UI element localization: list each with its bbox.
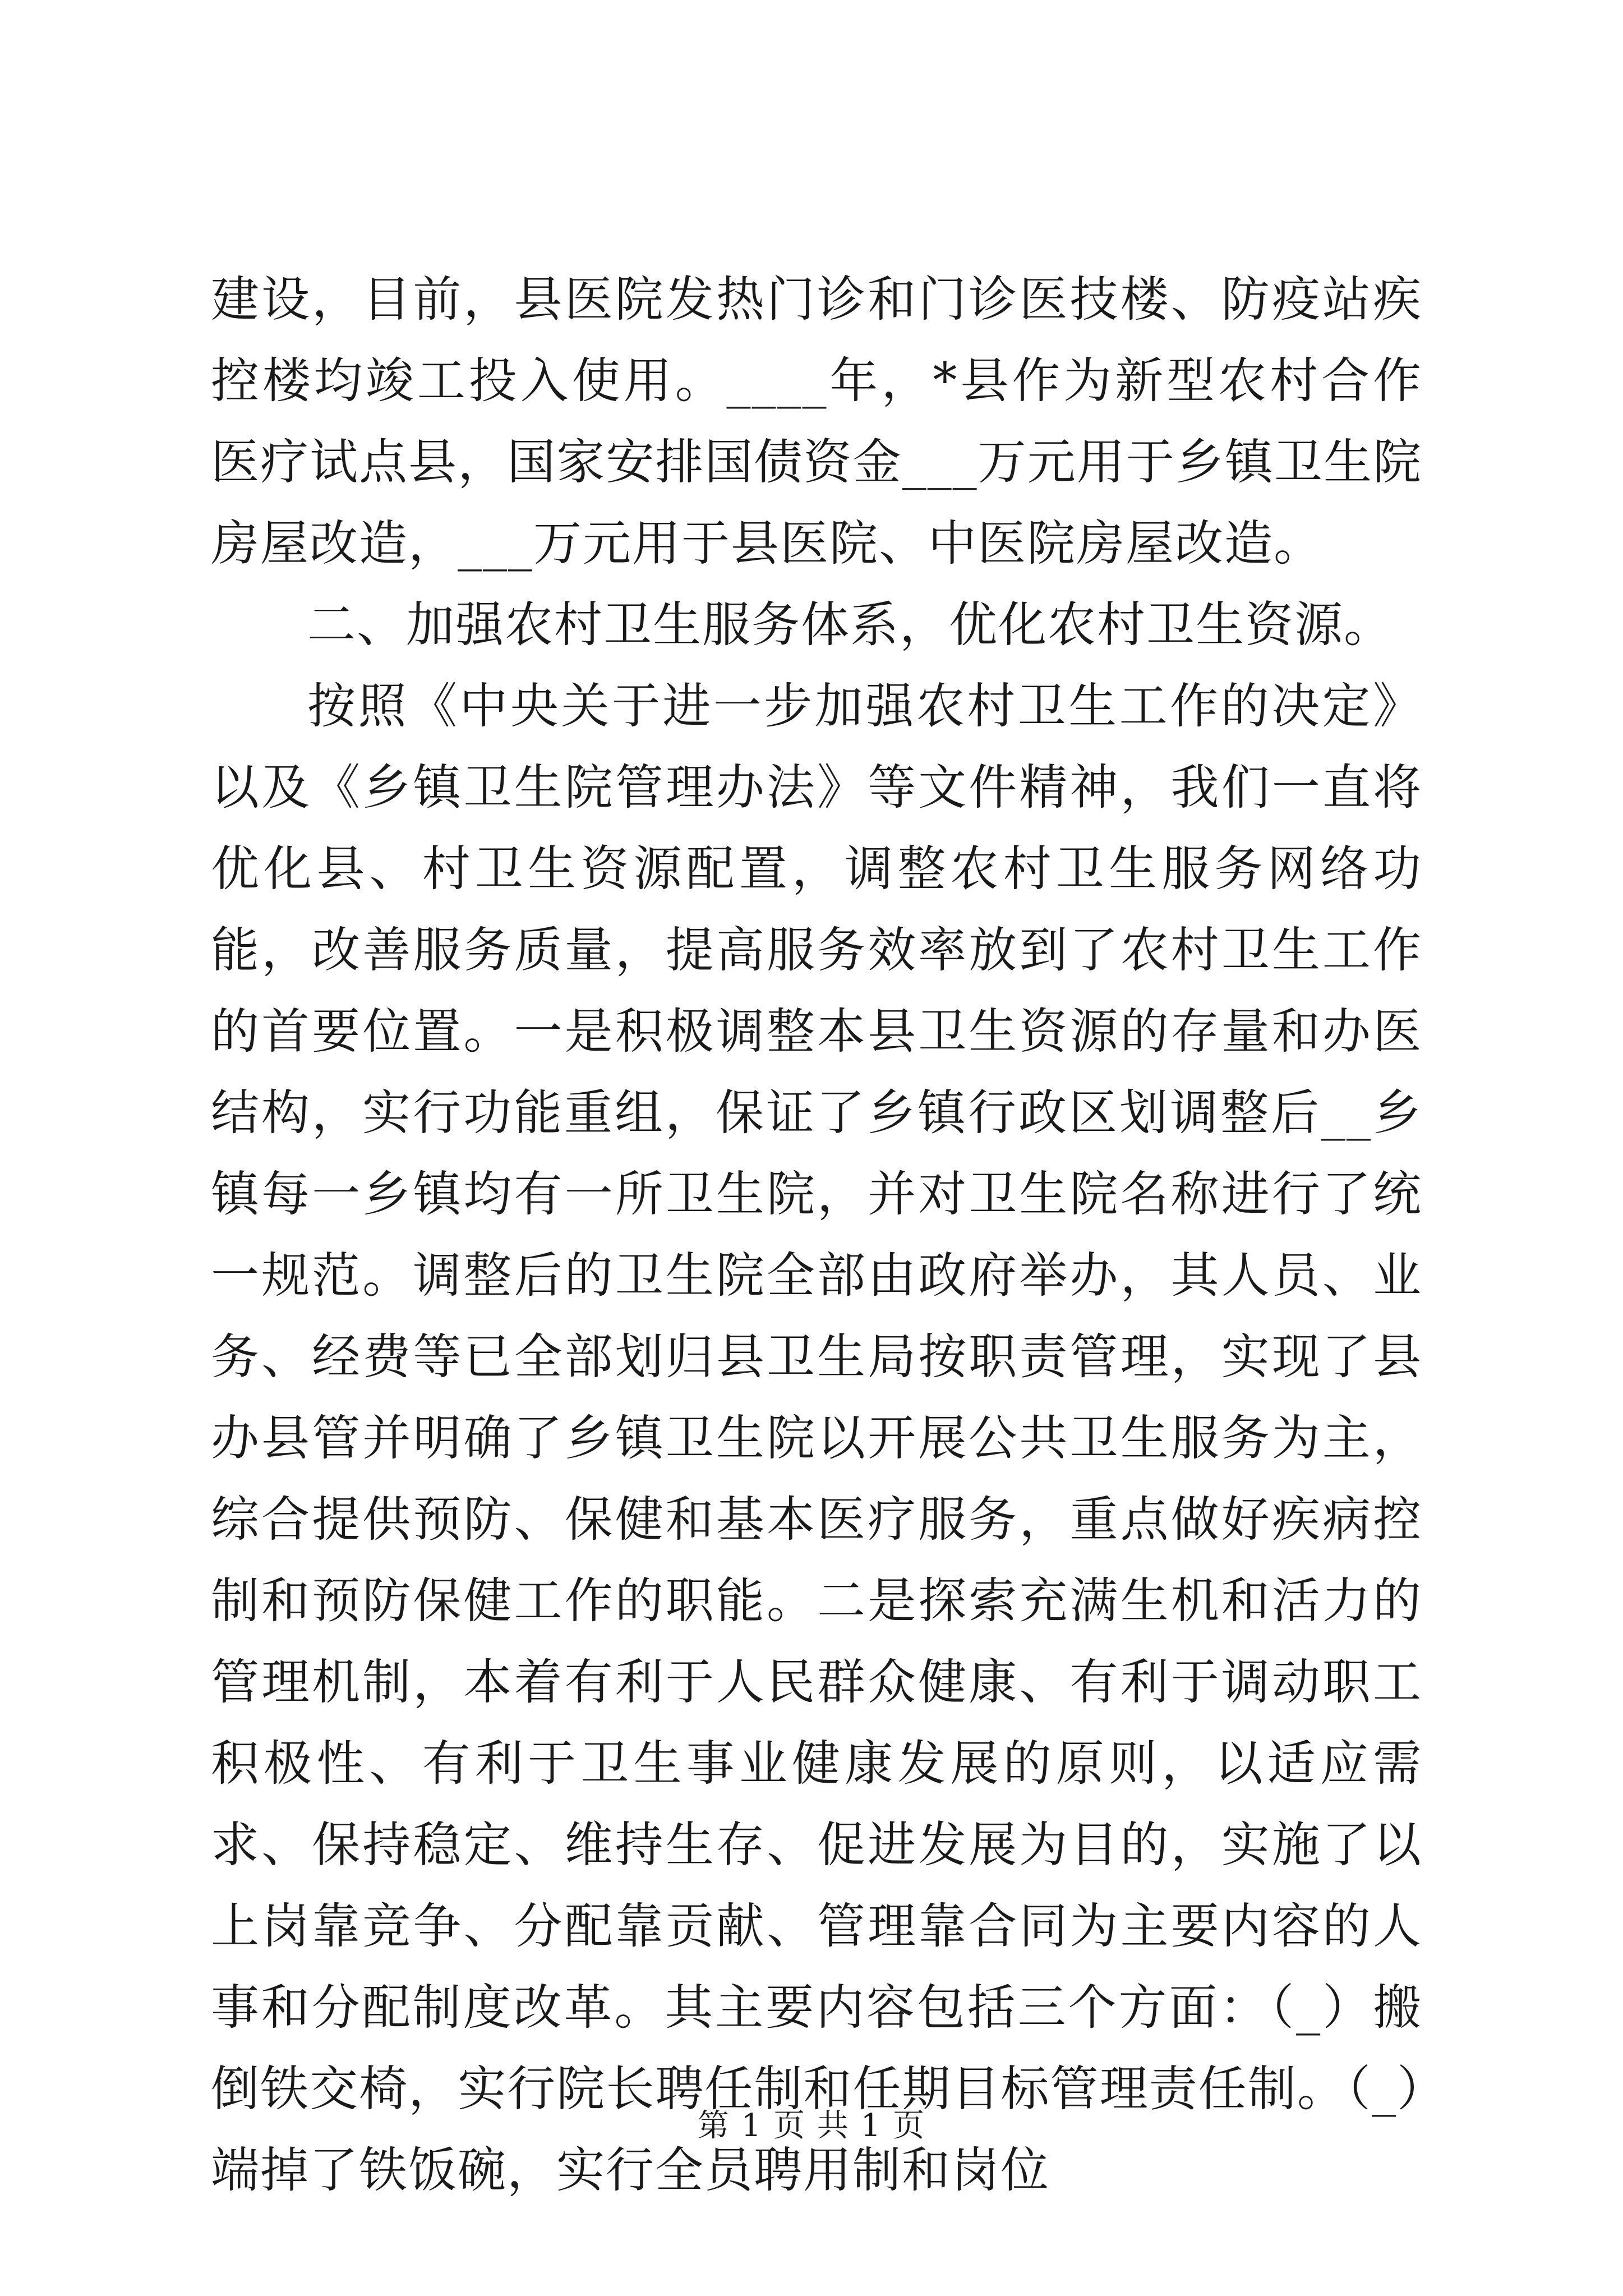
document-body [211, 259, 1422, 2211]
paragraph-body: 按照《中央关于进一步加强农村卫生工作的决定》以及《乡镇卫生院管理办法》等文件精神，我们一直将优化县、村卫生资源配置，调整农村卫生服务网络功能，改善服务质量，提高服务效率放到了农村卫生工作的首要位置。一是积极调整本县卫生资源的存量和办医结构，实行功能重组，保证了乡镇行政区划调整后__乡镇每一乡镇均有一所卫生院，并对卫生院名称进行了统一规范。调整后的卫生院全部由政府举办，其人员、业务、经费等已全部划归县卫生局按职责管理，实现了县办县管并明确了乡镇卫生院以开展公共卫生服务为主，综合提供预防、保健和基本医疗服务，重点做好疾病控制和预防保健工作的职能。二是探索充满生机和活力的管理机制，本着有利于人民群众健康、有利于调动职工积极性、有利于卫生事业健康发展的原则，以适应需求、保持稳定、维持生存、促进发展为目的，实施了以上岗靠竞争、分配靠贡献、管理靠合同为主要内容的人事和分配制度改革。其主要内容包括三个方面：（_）搬倒铁交椅，实行院长聘任制和任期目标管理责任制。（_）端掉了铁饭碗，实行全员聘用制和岗位 [211, 678, 1422, 2198]
page-footer: 第 1 页 共 1 页 [697, 2108, 926, 2144]
paragraph-continuation: 建设，目前，县医院发热门诊和门诊医技楼、防疫站疾控楼均竣工投入使用。____年，*县作为新型农村合作医疗试点县，国家安排国债资金___万元用于乡镇卫生院房屋改造，___万元用于县医院、中医院房屋改造。 [211, 272, 1422, 572]
section-heading-2: 二、加强农村卫生服务体系，优化农村卫生资源。 [307, 597, 1393, 653]
